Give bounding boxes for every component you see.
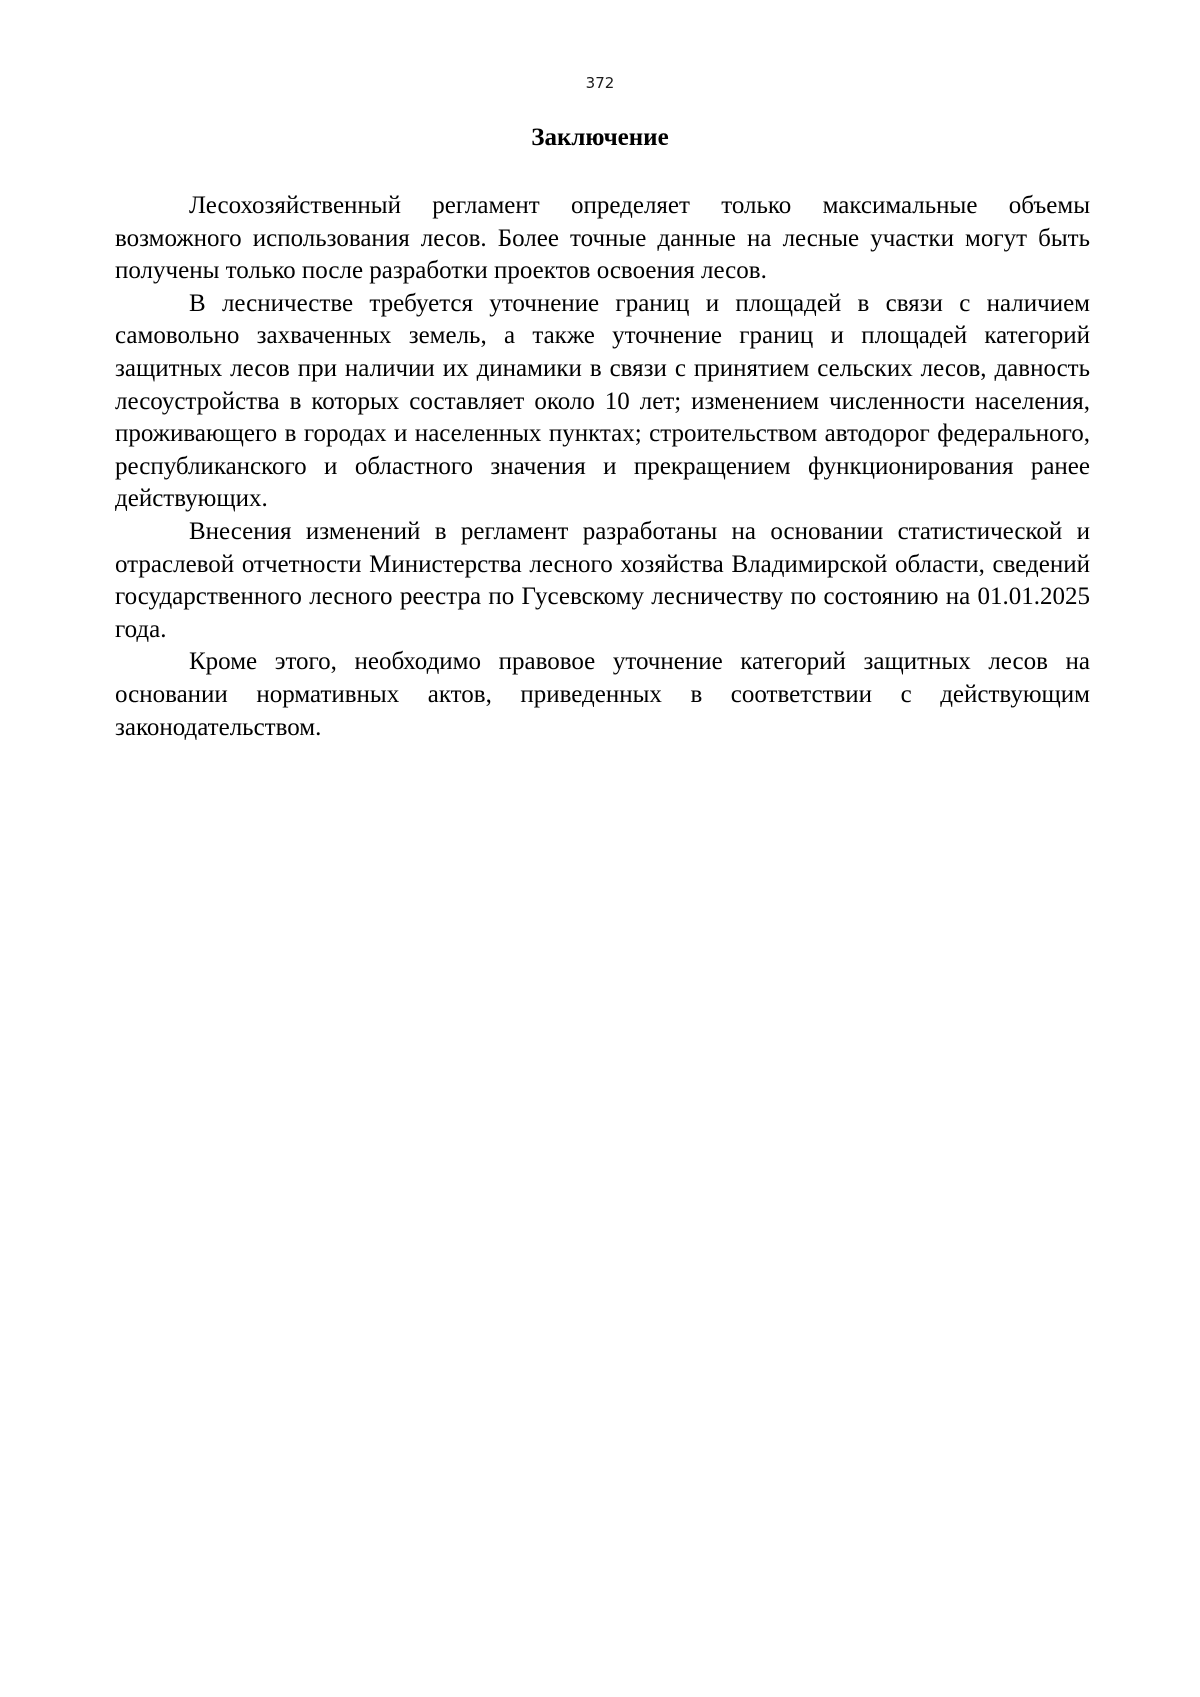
page-title: Заключение [531,124,669,151]
page-number: 372 [585,74,615,92]
paragraph: Внесения изменений в регламент разработаны на основании статистической и отраслевой отчетности Министерства лесного хозяйства Владимирской области, сведений государственного лесного реестра по Гусевскому лесничеству по состоянию на 01.01.2025 года. [115,517,1090,643]
paragraph: В лесничестве требуется уточнение границ и площадей в связи с наличием самовольно захваченных земель, а также уточнение границ и площадей категорий защитных лесов при наличии их динамики в связи с принятием сельских лесов, давность лесоустройства в которых составляет около 10 лет; изменением численности населения, проживающего в городах и населенных пунктах; строительством автодорог федерального, республиканского и областного значения и прекращением функционирования ранее действующих. [115,289,1090,513]
paragraph: Лесохозяйственный регламент определяет только максимальные объемы возможного использования лесов. Более точные данные на лесные участки могут быть получены только после разработки проектов освоения лесов. [115,192,1090,285]
paragraph: Кроме этого, необходимо правовое уточнение категорий защитных лесов на основании нормативных актов, приведенных в соответствии с действующим законодательством. [115,648,1090,741]
body-text [115,190,1090,744]
